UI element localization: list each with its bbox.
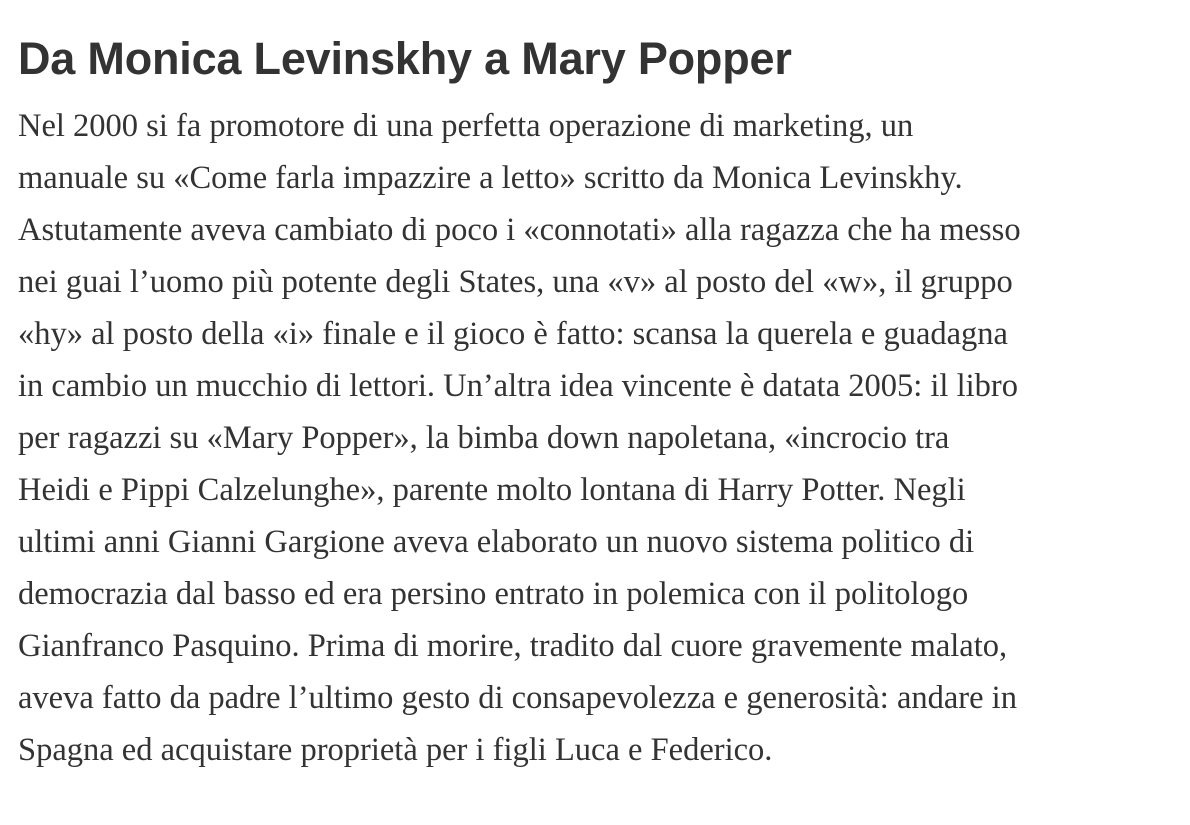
paragraph-line: Astutamente aveva cambiato di poco i «connotati» alla ragazza che ha messo <box>18 212 1021 248</box>
paragraph-line: democrazia dal basso ed era persino entrato in polemica con il politologo <box>18 576 969 612</box>
article-headline: Da Monica Levinskhy a Mary Popper <box>18 33 792 84</box>
paragraph-line: «hy» al posto della «i» finale e il gioco è fatto: scansa la querela e guadagna <box>18 316 1008 352</box>
paragraph-line: nei guai l’uomo più potente degli States, una «v» al posto del «w», il gruppo <box>18 264 1013 300</box>
article <box>18 28 1168 776</box>
paragraph-line: Gianfranco Pasquino. Prima di morire, tradito dal cuore gravemente malato, <box>18 628 1008 664</box>
paragraph-line: aveva fatto da padre l’ultimo gesto di consapevolezza e generosità: andare in <box>18 680 1017 716</box>
paragraph-line: Spagna ed acquistare proprietà per i figli Luca e Federico. <box>18 732 773 768</box>
article-paragraph <box>18 100 1168 776</box>
paragraph-line: manuale su «Come farla impazzire a letto» scritto da Monica Levinskhy. <box>18 160 963 196</box>
paragraph-line: per ragazzi su «Mary Popper», la bimba down napoletana, «incrocio tra <box>18 420 950 456</box>
paragraph-line: Heidi e Pippi Calzelunghe», parente molto lontana di Harry Potter. Negli <box>18 472 966 508</box>
paragraph-line: in cambio un mucchio di lettori. Un’altra idea vincente è datata 2005: il libro <box>18 368 1018 404</box>
paragraph-line: ultimi anni Gianni Gargione aveva elaborato un nuovo sistema politico di <box>18 524 975 560</box>
paragraph-line: Nel 2000 si fa promotore di una perfetta operazione di marketing, un <box>18 108 914 144</box>
